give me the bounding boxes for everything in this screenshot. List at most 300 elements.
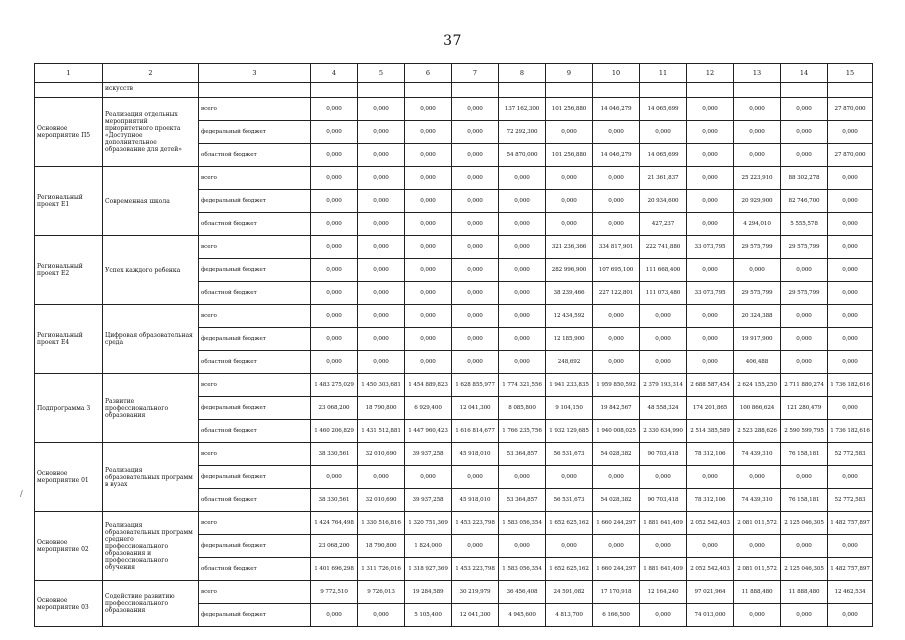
- value-cell: 0,000: [358, 167, 405, 190]
- value-cell: 88 302,278: [781, 167, 828, 190]
- value-cell: 0,000: [452, 351, 499, 374]
- value-cell: 0,000: [311, 213, 358, 236]
- funding-source-cell: федеральный бюджет: [199, 328, 311, 351]
- value-cell: 0,000: [687, 98, 734, 121]
- funding-source-cell: всего: [199, 443, 311, 466]
- value-cell: 12 164,240: [640, 581, 687, 604]
- value-cell: 0,000: [593, 535, 640, 558]
- column-header: 2: [103, 64, 199, 83]
- value-cell: 0,000: [499, 213, 546, 236]
- value-cell: 0,000: [452, 236, 499, 259]
- value-cell: 0,000: [499, 535, 546, 558]
- funding-source-cell: федеральный бюджет: [199, 259, 311, 282]
- value-cell: 0,000: [734, 535, 781, 558]
- value-cell: 72 292,300: [499, 121, 546, 144]
- value-cell: 19 842,567: [593, 397, 640, 420]
- event-name-cell: Реализация образовательных программ среднего профессионального образования и профессионального обучения: [103, 512, 199, 581]
- value-cell: 76 158,181: [781, 443, 828, 466]
- value-cell: 0,000: [358, 466, 405, 489]
- value-cell: 0,000: [546, 121, 593, 144]
- value-cell: 227 122,801: [593, 282, 640, 305]
- value-cell: 1 453 223,798: [452, 512, 499, 535]
- value-cell: 20 929,900: [734, 190, 781, 213]
- value-cell: 38 330,561: [311, 443, 358, 466]
- program-cell: Подпрограмма 3: [35, 374, 103, 443]
- value-cell: 6 166,500: [593, 604, 640, 627]
- value-cell: 1 583 056,354: [499, 558, 546, 581]
- value-cell: 0,000: [828, 190, 873, 213]
- value-cell: 52 772,583: [828, 489, 873, 512]
- value-cell: 2 125 046,305: [781, 558, 828, 581]
- value-cell: 29 575,799: [734, 282, 781, 305]
- value-cell: 0,000: [405, 121, 452, 144]
- value-cell: 0,000: [452, 282, 499, 305]
- value-cell: 0,000: [311, 121, 358, 144]
- column-header: 4: [311, 64, 358, 83]
- value-cell: 32 010,690: [358, 443, 405, 466]
- value-cell: 0,000: [781, 144, 828, 167]
- value-cell: 0,000: [640, 466, 687, 489]
- value-cell: 14 046,279: [593, 98, 640, 121]
- value-cell: 0,000: [781, 305, 828, 328]
- event-name-cell: Содействие развитию профессионального образования: [103, 581, 199, 627]
- value-cell: 0,000: [546, 213, 593, 236]
- value-cell: 0,000: [734, 98, 781, 121]
- value-cell: 82 746,700: [781, 190, 828, 213]
- value-cell: 12 434,592: [546, 305, 593, 328]
- value-cell: 6 929,400: [405, 397, 452, 420]
- value-cell: 0,000: [781, 98, 828, 121]
- value-cell: 12 041,300: [452, 397, 499, 420]
- value-cell: 9 772,510: [311, 581, 358, 604]
- value-cell: 0,000: [405, 466, 452, 489]
- column-header: 15: [828, 64, 873, 83]
- value-cell: 0,000: [593, 351, 640, 374]
- column-header: 14: [781, 64, 828, 83]
- value-cell: 45 918,010: [452, 489, 499, 512]
- value-cell: 1 401 696,298: [311, 558, 358, 581]
- value-cell: 0,000: [828, 305, 873, 328]
- value-cell: 17 170,918: [593, 581, 640, 604]
- value-cell: 1 447 960,423: [405, 420, 452, 443]
- value-cell: 54 870,000: [499, 144, 546, 167]
- value-cell: 0,000: [358, 190, 405, 213]
- value-cell: 0,000: [358, 98, 405, 121]
- value-cell: 1 583 056,354: [499, 512, 546, 535]
- value-cell: 1 460 206,829: [311, 420, 358, 443]
- value-cell: 21 361,837: [640, 167, 687, 190]
- value-cell: 0,000: [405, 328, 452, 351]
- value-cell: 29 575,799: [781, 236, 828, 259]
- value-cell: 27 870,000: [828, 98, 873, 121]
- value-cell: 52 772,583: [828, 443, 873, 466]
- value-cell: 2 052 542,403: [687, 512, 734, 535]
- value-cell: 0,000: [358, 236, 405, 259]
- value-cell: 0,000: [452, 190, 499, 213]
- funding-source-cell: всего: [199, 581, 311, 604]
- value-cell: 53 364,857: [499, 489, 546, 512]
- table-row: [35, 167, 873, 190]
- value-cell: 427,237: [640, 213, 687, 236]
- value-cell: 4 813,700: [546, 604, 593, 627]
- program-cell: Основное мероприятие 03: [35, 581, 103, 627]
- event-name-cell: Развитие профессионального образования: [103, 374, 199, 443]
- value-cell: 1 881 641,409: [640, 512, 687, 535]
- funding-source-cell: областной бюджет: [199, 282, 311, 305]
- value-cell: 0,000: [452, 259, 499, 282]
- value-cell: 0,000: [311, 328, 358, 351]
- funding-source-cell: всего: [199, 305, 311, 328]
- value-cell: 33 073,795: [687, 282, 734, 305]
- value-cell: 53 364,857: [499, 443, 546, 466]
- value-cell: 2 052 542,403: [687, 558, 734, 581]
- value-cell: 0,000: [593, 305, 640, 328]
- value-cell: 0,000: [405, 259, 452, 282]
- value-cell: 0,000: [311, 604, 358, 627]
- value-cell: 1 330 516,816: [358, 512, 405, 535]
- table-body: [35, 83, 873, 627]
- budget-table: [34, 63, 873, 627]
- value-cell: 2 081 011,572: [734, 512, 781, 535]
- value-cell: 33 073,795: [687, 236, 734, 259]
- funding-source-cell: всего: [199, 512, 311, 535]
- value-cell: 0,000: [405, 282, 452, 305]
- value-cell: 0,000: [781, 535, 828, 558]
- value-cell: 14 065,699: [640, 98, 687, 121]
- column-header: 5: [358, 64, 405, 83]
- value-cell: 0,000: [499, 351, 546, 374]
- value-cell: 0,000: [546, 190, 593, 213]
- program-cell: Региональный проект Е2: [35, 236, 103, 305]
- value-cell: 2 688 587,454: [687, 374, 734, 397]
- funding-source-cell: всего: [199, 167, 311, 190]
- value-cell: 32 010,690: [358, 489, 405, 512]
- value-cell: 111 073,480: [640, 282, 687, 305]
- value-cell: 0,000: [640, 121, 687, 144]
- value-cell: 100 866,624: [734, 397, 781, 420]
- value-cell: 0,000: [593, 190, 640, 213]
- event-name-cell: Современная школа: [103, 167, 199, 236]
- value-cell: 1 482 757,897: [828, 558, 873, 581]
- value-cell: 0,000: [734, 466, 781, 489]
- table-row: [35, 512, 873, 535]
- value-cell: 0,000: [405, 236, 452, 259]
- value-cell: 18 790,800: [358, 535, 405, 558]
- value-cell: 1 660 244,297: [593, 558, 640, 581]
- value-cell: 406,488: [734, 351, 781, 374]
- funding-source-cell: областной бюджет: [199, 420, 311, 443]
- value-cell: 0,000: [358, 305, 405, 328]
- funding-source-cell: федеральный бюджет: [199, 397, 311, 420]
- value-cell: 174 201,865: [687, 397, 734, 420]
- value-cell: 0,000: [828, 167, 873, 190]
- value-cell: 0,000: [734, 144, 781, 167]
- value-cell: 0,000: [405, 98, 452, 121]
- table-row: [35, 581, 873, 604]
- value-cell: 2 514 385,589: [687, 420, 734, 443]
- value-cell: 0,000: [311, 351, 358, 374]
- value-cell: 0,000: [546, 466, 593, 489]
- value-cell: 20 324,388: [734, 305, 781, 328]
- value-cell: 39 937,258: [405, 443, 452, 466]
- value-cell: 101 256,880: [546, 98, 593, 121]
- value-cell: 0,000: [499, 282, 546, 305]
- event-name-cell: Цифровая образовательная среда: [103, 305, 199, 374]
- value-cell: 0,000: [687, 167, 734, 190]
- value-cell: 0,000: [828, 282, 873, 305]
- funding-source-cell: всего: [199, 374, 311, 397]
- value-cell: 0,000: [405, 144, 452, 167]
- value-cell: 0,000: [781, 259, 828, 282]
- value-cell: 74 439,310: [734, 489, 781, 512]
- value-cell: 0,000: [781, 604, 828, 627]
- table-row: [35, 98, 873, 121]
- value-cell: 0,000: [640, 604, 687, 627]
- value-cell: 27 870,000: [828, 144, 873, 167]
- value-cell: 0,000: [452, 213, 499, 236]
- value-cell: 1 454 889,823: [405, 374, 452, 397]
- funding-source-cell: федеральный бюджет: [199, 466, 311, 489]
- value-cell: 45 918,010: [452, 443, 499, 466]
- value-cell: 1 941 233,835: [546, 374, 593, 397]
- continuation-program-cell: [35, 83, 103, 98]
- value-cell: 56 531,673: [546, 489, 593, 512]
- program-cell: Основное мероприятие П5: [35, 98, 103, 167]
- value-cell: 48 558,324: [640, 397, 687, 420]
- value-cell: 0,000: [405, 167, 452, 190]
- funding-source-cell: всего: [199, 98, 311, 121]
- funding-source-cell: областной бюджет: [199, 489, 311, 512]
- funding-source-cell: федеральный бюджет: [199, 190, 311, 213]
- value-cell: 0,000: [405, 351, 452, 374]
- program-cell: Основное мероприятие 02: [35, 512, 103, 581]
- column-header: 7: [452, 64, 499, 83]
- value-cell: 90 703,418: [640, 443, 687, 466]
- value-cell: 0,000: [640, 351, 687, 374]
- value-cell: 0,000: [311, 282, 358, 305]
- value-cell: 0,000: [687, 259, 734, 282]
- value-cell: 0,000: [687, 328, 734, 351]
- value-cell: 0,000: [687, 305, 734, 328]
- value-cell: 282 996,900: [546, 259, 593, 282]
- column-header: 12: [687, 64, 734, 83]
- value-cell: 2 590 599,795: [781, 420, 828, 443]
- value-cell: 0,000: [311, 259, 358, 282]
- value-cell: 101 256,880: [546, 144, 593, 167]
- funding-source-cell: областной бюджет: [199, 351, 311, 374]
- value-cell: 2 624 155,250: [734, 374, 781, 397]
- value-cell: 2 523 288,626: [734, 420, 781, 443]
- value-cell: 0,000: [828, 604, 873, 627]
- value-cell: 0,000: [546, 167, 593, 190]
- page-number: 37: [443, 33, 462, 49]
- value-cell: 0,000: [593, 328, 640, 351]
- value-cell: 9 726,013: [358, 581, 405, 604]
- value-cell: 11 888,480: [781, 581, 828, 604]
- value-cell: 12 041,300: [452, 604, 499, 627]
- value-cell: 248,692: [546, 351, 593, 374]
- value-cell: 0,000: [358, 259, 405, 282]
- column-header: 9: [546, 64, 593, 83]
- value-cell: 107 695,100: [593, 259, 640, 282]
- value-cell: 56 531,673: [546, 443, 593, 466]
- value-cell: 0,000: [358, 604, 405, 627]
- value-cell: 0,000: [828, 121, 873, 144]
- value-cell: 0,000: [593, 167, 640, 190]
- value-cell: 0,000: [828, 328, 873, 351]
- value-cell: 0,000: [687, 121, 734, 144]
- value-cell: 0,000: [452, 305, 499, 328]
- value-cell: 19 917,900: [734, 328, 781, 351]
- value-cell: 78 312,106: [687, 443, 734, 466]
- value-cell: 0,000: [452, 466, 499, 489]
- value-cell: 0,000: [311, 466, 358, 489]
- value-cell: 0,000: [546, 535, 593, 558]
- value-cell: 1 736 182,616: [828, 374, 873, 397]
- value-cell: 74 439,310: [734, 443, 781, 466]
- value-cell: 1 483 275,029: [311, 374, 358, 397]
- column-header: 1: [35, 64, 103, 83]
- value-cell: 38 330,561: [311, 489, 358, 512]
- value-cell: 0,000: [687, 144, 734, 167]
- value-cell: 1 311 726,016: [358, 558, 405, 581]
- value-cell: 2 379 193,314: [640, 374, 687, 397]
- value-cell: 0,000: [452, 328, 499, 351]
- value-cell: 0,000: [499, 236, 546, 259]
- funding-source-cell: областной бюджет: [199, 558, 311, 581]
- value-cell: 1 766 235,756: [499, 420, 546, 443]
- value-cell: 0,000: [828, 535, 873, 558]
- value-cell: 54 028,382: [593, 443, 640, 466]
- value-cell: 0,000: [499, 328, 546, 351]
- value-cell: 2 081 011,572: [734, 558, 781, 581]
- value-cell: 0,000: [358, 328, 405, 351]
- value-cell: 0,000: [311, 167, 358, 190]
- funding-source-cell: федеральный бюджет: [199, 535, 311, 558]
- funding-source-cell: областной бюджет: [199, 144, 311, 167]
- value-cell: 1 318 927,369: [405, 558, 452, 581]
- value-cell: 0,000: [311, 236, 358, 259]
- value-cell: 0,000: [781, 466, 828, 489]
- value-cell: 11 888,480: [734, 581, 781, 604]
- event-name-cell: Реализация образовательных программ в вузах: [103, 443, 199, 512]
- value-cell: 334 817,901: [593, 236, 640, 259]
- value-cell: 29 575,799: [734, 236, 781, 259]
- value-cell: 0,000: [452, 121, 499, 144]
- value-cell: 1 881 641,409: [640, 558, 687, 581]
- value-cell: 0,000: [358, 351, 405, 374]
- value-cell: 0,000: [828, 213, 873, 236]
- value-cell: 14 046,279: [593, 144, 640, 167]
- table-row: [35, 236, 873, 259]
- event-name-cell: Реализация отдельных мероприятий приоритетного проекта «Доступное дополнительное образование для детей»: [103, 98, 199, 167]
- value-cell: 0,000: [311, 98, 358, 121]
- value-cell: 1 628 855,977: [452, 374, 499, 397]
- value-cell: 29 575,799: [781, 282, 828, 305]
- value-cell: 5 105,400: [405, 604, 452, 627]
- value-cell: 74 013,000: [687, 604, 734, 627]
- value-cell: 12 185,900: [546, 328, 593, 351]
- value-cell: 54 028,382: [593, 489, 640, 512]
- value-cell: 1 424 764,498: [311, 512, 358, 535]
- value-cell: 1 450 303,681: [358, 374, 405, 397]
- value-cell: 4 294,010: [734, 213, 781, 236]
- value-cell: 0,000: [640, 535, 687, 558]
- continuation-name-cell: искусств: [103, 83, 199, 98]
- value-cell: 1 824,000: [405, 535, 452, 558]
- value-cell: 78 312,106: [687, 489, 734, 512]
- value-cell: 0,000: [452, 98, 499, 121]
- value-cell: 0,000: [734, 604, 781, 627]
- value-cell: 1 652 625,162: [546, 512, 593, 535]
- value-cell: 0,000: [405, 213, 452, 236]
- value-cell: 0,000: [499, 466, 546, 489]
- value-cell: 0,000: [734, 259, 781, 282]
- column-header: 11: [640, 64, 687, 83]
- value-cell: 0,000: [734, 121, 781, 144]
- value-cell: 20 934,600: [640, 190, 687, 213]
- value-cell: 1 932 129,685: [546, 420, 593, 443]
- program-cell: Основное мероприятие 01: [35, 443, 103, 512]
- value-cell: 0,000: [405, 190, 452, 213]
- table-row: [35, 443, 873, 466]
- column-header: 10: [593, 64, 640, 83]
- column-header: 3: [199, 64, 311, 83]
- value-cell: 36 456,408: [499, 581, 546, 604]
- value-cell: 12 462,534: [828, 581, 873, 604]
- value-cell: 4 945,600: [499, 604, 546, 627]
- value-cell: 0,000: [593, 466, 640, 489]
- value-cell: 97 021,964: [687, 581, 734, 604]
- value-cell: 0,000: [499, 305, 546, 328]
- value-cell: 0,000: [687, 535, 734, 558]
- column-header: 13: [734, 64, 781, 83]
- value-cell: 5 555,578: [781, 213, 828, 236]
- value-cell: 0,000: [311, 190, 358, 213]
- event-name-cell: Успех каждого ребенка: [103, 236, 199, 305]
- value-cell: 0,000: [405, 305, 452, 328]
- value-cell: 18 790,800: [358, 397, 405, 420]
- value-cell: 121 280,479: [781, 397, 828, 420]
- value-cell: 14 065,699: [640, 144, 687, 167]
- value-cell: 0,000: [828, 397, 873, 420]
- value-cell: 1 774 321,556: [499, 374, 546, 397]
- value-cell: 0,000: [781, 351, 828, 374]
- header-row: [35, 64, 873, 83]
- value-cell: 1 660 244,297: [593, 512, 640, 535]
- value-cell: 8 085,800: [499, 397, 546, 420]
- value-cell: 2 711 880,274: [781, 374, 828, 397]
- value-cell: 39 937,258: [405, 489, 452, 512]
- continuation-row: [35, 83, 873, 98]
- funding-source-cell: федеральный бюджет: [199, 121, 311, 144]
- value-cell: 0,000: [687, 351, 734, 374]
- value-cell: 1 616 814,677: [452, 420, 499, 443]
- value-cell: 0,000: [828, 351, 873, 374]
- value-cell: 0,000: [311, 144, 358, 167]
- value-cell: 1 959 850,592: [593, 374, 640, 397]
- value-cell: 2 330 634,990: [640, 420, 687, 443]
- value-cell: 0,000: [499, 190, 546, 213]
- value-cell: 0,000: [452, 144, 499, 167]
- value-cell: 0,000: [358, 282, 405, 305]
- value-cell: 111 668,400: [640, 259, 687, 282]
- funding-source-cell: всего: [199, 236, 311, 259]
- value-cell: 321 236,366: [546, 236, 593, 259]
- value-cell: 25 223,910: [734, 167, 781, 190]
- table-row: [35, 374, 873, 397]
- value-cell: 90 703,418: [640, 489, 687, 512]
